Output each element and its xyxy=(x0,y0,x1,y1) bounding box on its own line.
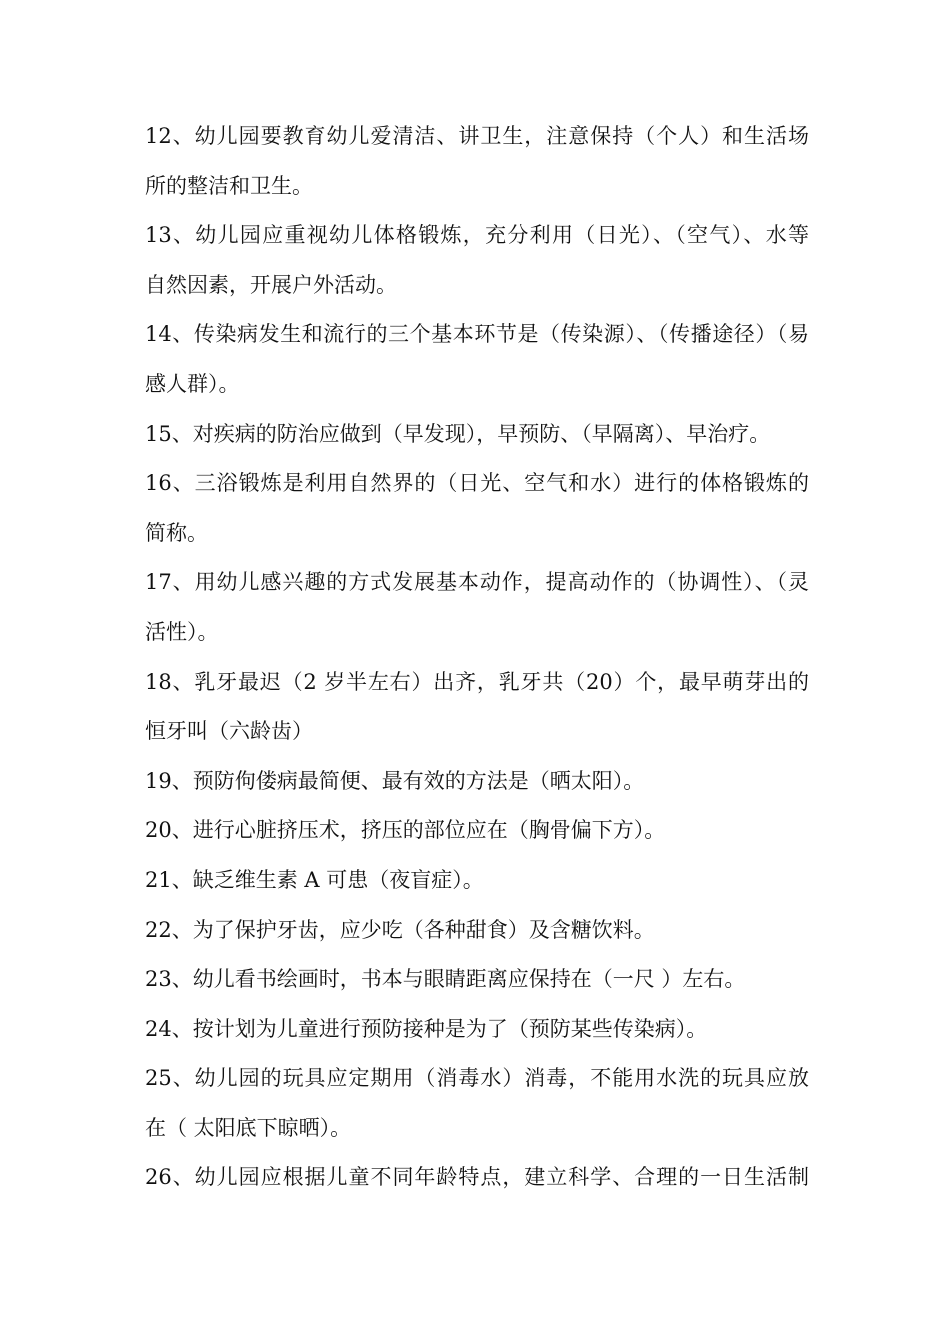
document-body xyxy=(145,112,809,1203)
text-line-20: 20、进行心脏挤压术，挤压的部位应在（胸骨偏下方）。 xyxy=(145,818,666,843)
text-line-26a: 26、幼儿园应根据儿童不同年龄特点，建立科学、合理的一日生活制 xyxy=(145,1165,809,1190)
text-line-12b: 所的整洁和卫生。 xyxy=(145,173,313,198)
text-line-16a: 16、三浴锻炼是利用自然界的（日光、空气和水）进行的体格锻炼的 xyxy=(145,471,809,496)
text-line-16b: 简称。 xyxy=(145,520,208,545)
text-line-21: 21、缺乏维生素 A 可患（夜盲症）。 xyxy=(145,867,484,892)
text-line-19: 19、预防佝偻病最简便、最有效的方法是（晒太阳）。 xyxy=(145,768,645,793)
text-line-12a: 12、幼儿园要教育幼儿爱清洁、讲卫生，注意保持（个人）和生活场 xyxy=(145,124,809,148)
text-line-25a: 25、幼儿园的玩具应定期用（消毒水）消毒，不能用水洗的玩具应放 xyxy=(145,1066,809,1091)
text-line-24: 24、按计划为儿童进行预防接种是为了（预防某些传染病）。 xyxy=(145,1016,708,1041)
text-line-17a: 17、用幼儿感兴趣的方式发展基本动作，提高动作的（协调性）、（灵 xyxy=(145,570,809,595)
text-line-18b: 恒牙叫（六龄齿） xyxy=(145,719,313,744)
text-line-23: 23、幼儿看书绘画时，书本与眼睛距离应保持在（一尺 ）左右。 xyxy=(145,967,746,992)
text-line-14a: 14、传染病发生和流行的三个基本环节是（传染源）、（传播途径）（易 xyxy=(145,322,809,347)
text-line-13a: 13、幼儿园应重视幼儿体格锻炼，充分利用（日光）、（空气）、水等 xyxy=(145,223,809,248)
text-line-17b: 活性）。 xyxy=(145,619,219,644)
text-line-15: 15、对疾病的防治应做到（早发现），早预防、（早隔离）、早治疗。 xyxy=(145,421,771,446)
text-line-22: 22、为了保护牙齿，应少吃（各种甜食）及含糖饮料。 xyxy=(145,917,655,942)
text-line-14b: 感人群）。 xyxy=(145,371,240,396)
text-line-25b: 在（ 太阳底下晾晒）。 xyxy=(145,1115,352,1140)
text-line-18a: 18、乳牙最迟（2 岁半左右）出齐，乳牙共（20）个，最早萌芽出的 xyxy=(145,669,809,694)
text-line-13b: 自然因素，开展户外活动。 xyxy=(145,272,397,297)
